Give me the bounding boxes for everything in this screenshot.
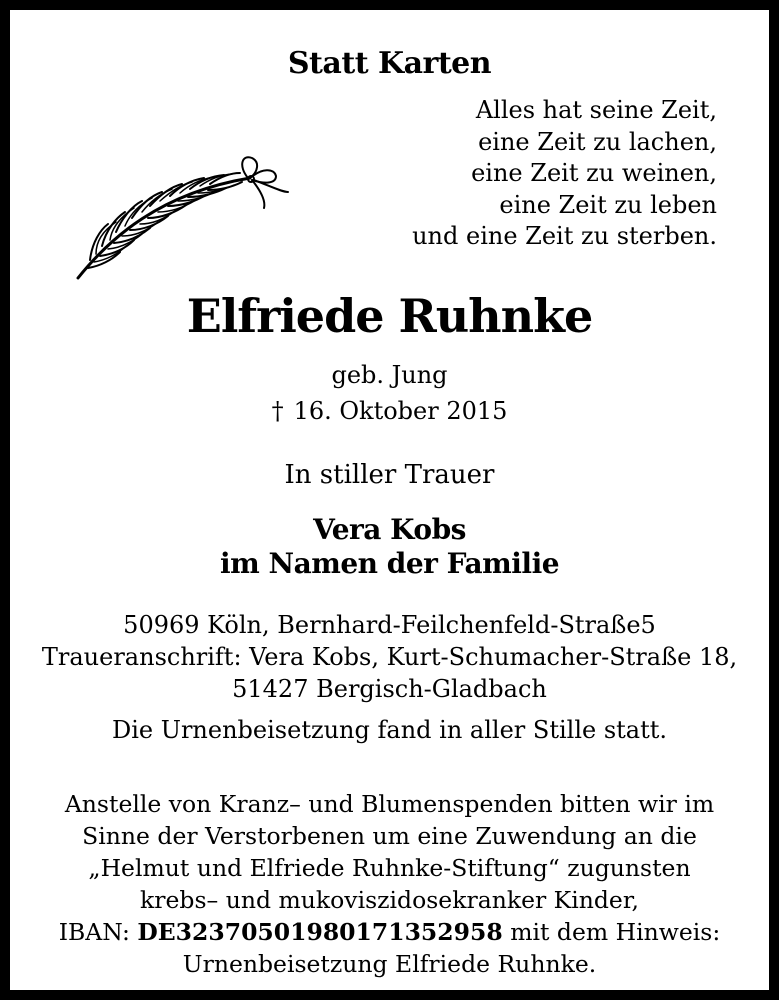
maiden-name: geb. Jung (331, 361, 448, 389)
donation-block (10, 788, 769, 980)
cross-icon: † (271, 397, 284, 425)
quote-line: eine Zeit zu weinen, (471, 159, 717, 187)
notice-header: Statt Karten (287, 46, 492, 81)
iban-label: IBAN: (58, 918, 130, 946)
palm-branch-icon (70, 148, 292, 284)
iban-value: DE32370501980171352958 (137, 918, 503, 946)
quote-line: und eine Zeit zu sterben. (412, 222, 717, 250)
donation-line: krebs– und mukoviszidosekranker Kinder, (140, 886, 639, 914)
signers-block (10, 513, 769, 581)
quote-line: eine Zeit zu leben (499, 190, 717, 219)
death-date: 16. Oktober 2015 (293, 397, 508, 425)
address-line: 50969 Köln, Bernhard-Feilchenfeld-Straße5 (123, 611, 656, 639)
donation-line: Sinne der Verstorbenen um eine Zuwendung an die (82, 822, 697, 850)
signer-name: Vera Kobs (313, 513, 466, 546)
deceased-name: Elfriede Ruhnke (186, 289, 593, 343)
death-line (10, 397, 769, 425)
burial-note: Die Urnenbeisetzung fand in aller Stille statt. (111, 716, 668, 744)
iban-line (10, 916, 769, 948)
mourning-phrase: In stiller Trauer (284, 460, 495, 490)
quote-line: eine Zeit zu lachen, (478, 127, 717, 156)
address-line: Traueranschrift: Vera Kobs, Kurt-Schumacher-Straße 18, (41, 643, 738, 671)
quote-block (412, 95, 717, 253)
donation-line: „Helmut und Elfriede Ruhnke-Stiftung“ zugunsten (88, 854, 691, 882)
donation-line: Anstelle von Kranz– und Blumenspenden bitten wir im (64, 790, 715, 818)
address-block (10, 609, 769, 705)
signer-family: im Namen der Familie (219, 547, 560, 580)
iban-suffix: mit dem Hinweis: (510, 918, 721, 946)
address-line: 51427 Bergisch-Gladbach (232, 675, 547, 703)
quote-line: Alles hat seine Zeit, (475, 96, 717, 124)
donation-reference: Urnenbeisetzung Elfriede Ruhnke. (182, 950, 597, 978)
